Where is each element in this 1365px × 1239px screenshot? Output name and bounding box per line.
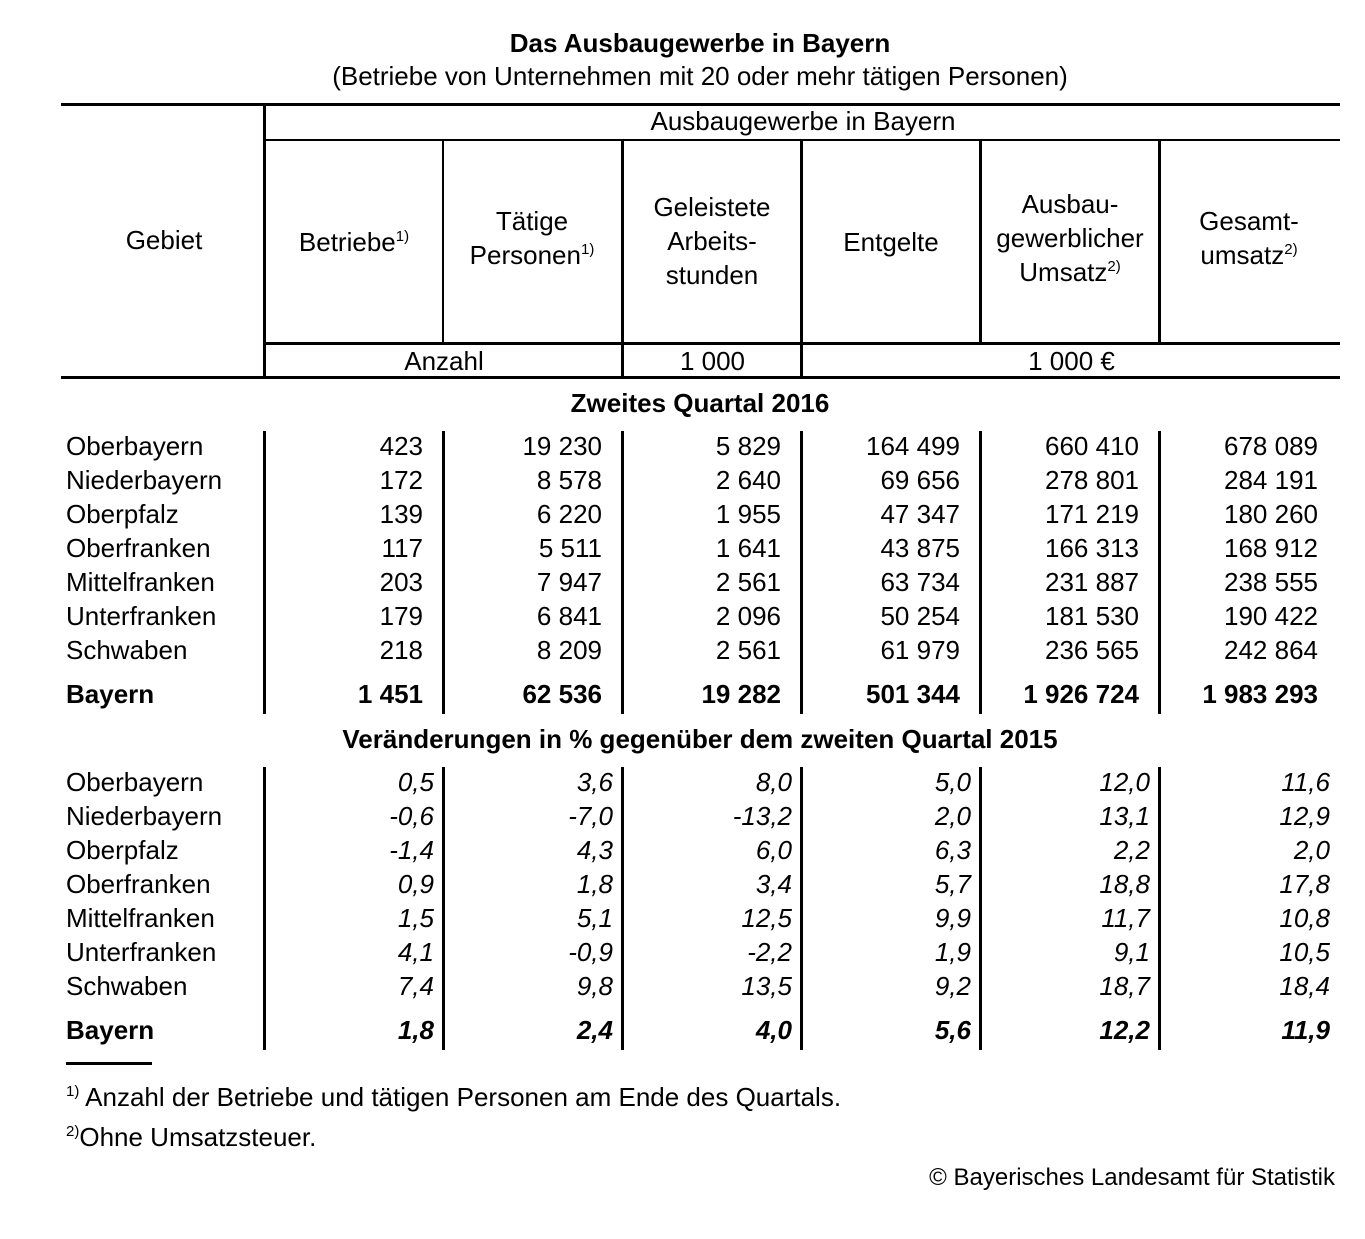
table-row	[0, 833, 1365, 867]
table-cell: 18,4	[1279, 971, 1330, 1001]
total-row	[0, 677, 1365, 711]
footnote-marker: 2)	[1107, 258, 1121, 275]
table-cell: 203	[379, 567, 423, 597]
column-header-line	[982, 221, 1158, 255]
region-name: Mittelfranken	[66, 567, 215, 597]
table-cell: 1 451	[357, 679, 423, 709]
table-cell: 3,4	[755, 869, 792, 899]
region-name: Bayern	[66, 1015, 155, 1045]
table-row	[0, 969, 1365, 1003]
table-cell: 5 511	[538, 533, 602, 563]
table-title: Das Ausbaugewerbe in Bayern	[509, 28, 891, 58]
column-header-line	[266, 225, 442, 259]
footnote-marker: 1)	[395, 228, 410, 245]
section-title: Zweites Quartal 2016	[570, 388, 830, 418]
column-header-5	[982, 187, 1158, 289]
table-cell: 1 926 724	[1023, 679, 1139, 709]
table-cell: 164 499	[866, 431, 960, 461]
table-cell: 1,9	[934, 937, 971, 967]
table-cell: 13,1	[1099, 801, 1150, 831]
column-header-text: gewerblicher	[996, 223, 1144, 253]
footnote-marker: 2)	[1284, 241, 1298, 258]
table-cell: 1 955	[715, 499, 781, 529]
col-divider-3	[800, 140, 803, 378]
table-cell: 8,0	[755, 767, 792, 797]
table-row	[0, 799, 1365, 833]
table-cell: 117	[381, 533, 423, 563]
table-cell: 8 209	[536, 635, 602, 665]
column-header-4	[803, 225, 979, 259]
table-cell: 4,3	[576, 835, 613, 865]
table-row	[0, 531, 1365, 565]
footnote-marker: 1)	[580, 241, 595, 258]
table-cell: 62 536	[522, 679, 602, 709]
table-row	[0, 463, 1365, 497]
table-cell: 2,2	[1113, 835, 1150, 865]
table-cell: 501 344	[866, 679, 960, 709]
table-cell: 179	[379, 601, 423, 631]
table-cell: -7,0	[568, 801, 613, 831]
table-cell: 231 887	[1045, 567, 1139, 597]
table-cell: 180 260	[1224, 499, 1318, 529]
table-cell: 242 864	[1224, 635, 1318, 665]
table-row	[0, 429, 1365, 463]
table-cell: -1,4	[389, 835, 434, 865]
region-name: Oberpfalz	[66, 499, 179, 529]
table-cell: 17,8	[1279, 869, 1330, 899]
region-name: Oberbayern	[66, 767, 204, 797]
table-cell: 2 096	[715, 601, 781, 631]
table-cell: 172	[379, 465, 423, 495]
table-cell: 0,9	[397, 869, 434, 899]
region-name: Oberfranken	[66, 533, 211, 563]
region-name: Schwaben	[66, 635, 188, 665]
table-cell: 50 254	[880, 601, 960, 631]
column-header-text: Ausbau-	[1021, 189, 1119, 219]
table-cell: 8 578	[536, 465, 602, 495]
table-cell: 18,8	[1099, 869, 1150, 899]
table-cell: 11,6	[1281, 767, 1330, 797]
table-cell: 19 230	[522, 431, 602, 461]
footnote-2-text: Ohne Umsatzsteuer.	[79, 1122, 317, 1152]
region-name: Unterfranken	[66, 937, 217, 967]
table-cell: 12,5	[741, 903, 792, 933]
table-cell: 6,3	[934, 835, 971, 865]
table-cell: 43 875	[880, 533, 960, 563]
table-cell: 678 089	[1224, 431, 1318, 461]
footnote-2	[66, 1122, 316, 1153]
table-cell: 6 220	[536, 499, 602, 529]
table-cell: -0,9	[568, 937, 613, 967]
table-cell: 171 219	[1045, 499, 1139, 529]
region-name: Mittelfranken	[66, 903, 215, 933]
table-row	[0, 901, 1365, 935]
column-header-1	[266, 225, 442, 259]
column-header-line	[982, 187, 1158, 221]
table-cell: 238 555	[1224, 567, 1318, 597]
table-row	[0, 765, 1365, 799]
table-cell: 181 530	[1045, 601, 1139, 631]
table-row	[0, 599, 1365, 633]
table-cell: 69 656	[880, 465, 960, 495]
column-header-6	[1161, 204, 1337, 272]
table-cell: 11,7	[1101, 903, 1150, 933]
column-header-line	[1161, 204, 1337, 238]
table-cell: 0,5	[397, 767, 434, 797]
table-cell: 9,8	[576, 971, 613, 1001]
section-title: Veränderungen in % gegenüber dem zweiten Quartal 2015	[342, 724, 1058, 754]
table-cell: 1,5	[397, 903, 434, 933]
region-name: Niederbayern	[66, 801, 223, 831]
table-cell: -13,2	[732, 801, 792, 831]
table-cell: 47 347	[880, 499, 960, 529]
table-cell: 12,0	[1099, 767, 1150, 797]
table-cell: 12,2	[1099, 1015, 1150, 1045]
column-header-text: Personen	[469, 240, 581, 270]
region-name: Niederbayern	[66, 465, 223, 495]
table-cell: 190 422	[1224, 601, 1318, 631]
table-cell: 13,5	[741, 971, 792, 1001]
column-header-text: Gesamt-	[1199, 206, 1299, 236]
footnote-1-mark: 1)	[66, 1083, 80, 1100]
column-header-line	[1161, 238, 1337, 272]
table-cell: 2,0	[1293, 835, 1330, 865]
column-header-line	[982, 255, 1158, 289]
region-name: Schwaben	[66, 971, 188, 1001]
table-cell: 63 734	[880, 567, 960, 597]
table-cell: 5,7	[934, 869, 971, 899]
table-cell: 2 561	[715, 635, 781, 665]
table-row	[0, 935, 1365, 969]
table-cell: 10,8	[1279, 903, 1330, 933]
column-header-line	[624, 224, 800, 258]
footnote-1	[66, 1082, 841, 1113]
table-cell: 1 641	[715, 533, 781, 563]
column-header-line	[624, 190, 800, 224]
column-header-line	[803, 225, 979, 259]
total-row	[0, 1013, 1365, 1047]
table-cell: 61 979	[880, 635, 960, 665]
table-cell: 278 801	[1045, 465, 1139, 495]
column-header-text: Arbeits-	[667, 226, 757, 256]
table-row	[0, 565, 1365, 599]
column-header-line	[444, 204, 620, 238]
table-cell: -2,2	[747, 937, 792, 967]
region-name: Bayern	[66, 679, 155, 709]
table-cell: -0,6	[389, 801, 434, 831]
table-cell: 11,9	[1281, 1015, 1330, 1045]
table-cell: 9,2	[934, 971, 971, 1001]
copyright: © Bayerisches Landesamt für Statistik	[929, 1164, 1335, 1191]
table-cell: 9,1	[1113, 937, 1150, 967]
table-cell: 166 313	[1045, 533, 1139, 563]
column-header-text: umsatz	[1200, 240, 1285, 270]
gebiet-header: Gebiet	[125, 225, 203, 255]
table-cell: 236 565	[1045, 635, 1139, 665]
table-cell: 5,1	[576, 903, 613, 933]
unit-thousand-hours: 1 000	[679, 346, 746, 376]
column-header-3	[624, 190, 800, 292]
column-header-text: Tätige	[495, 206, 569, 236]
table-cell: 7,4	[397, 971, 434, 1001]
table-cell: 2 640	[715, 465, 781, 495]
table-cell: 284 191	[1224, 465, 1318, 495]
column-header-text: Betriebe	[298, 227, 396, 257]
table-cell: 1 983 293	[1202, 679, 1318, 709]
table-cell: 1,8	[397, 1015, 434, 1045]
region-name: Oberpfalz	[66, 835, 179, 865]
table-cell: 7 947	[536, 567, 602, 597]
table-subtitle: (Betriebe von Unternehmen mit 20 oder mehr tätigen Personen)	[332, 61, 1068, 91]
table-cell: 12,9	[1279, 801, 1330, 831]
table-cell: 9,9	[934, 903, 971, 933]
table-cell: 6,0	[755, 835, 792, 865]
table-cell: 139	[379, 499, 423, 529]
table-cell: 3,6	[576, 767, 613, 797]
table-cell: 5 829	[715, 431, 781, 461]
unit-anzahl: Anzahl	[404, 346, 484, 376]
column-header-2	[444, 204, 620, 272]
footnote-2-mark: 2)	[66, 1123, 80, 1140]
table-cell: 2,0	[934, 801, 971, 831]
column-header-text: stunden	[665, 260, 759, 290]
table-cell: 2,4	[576, 1015, 613, 1045]
footnote-rule	[66, 1062, 152, 1065]
table-row	[0, 497, 1365, 531]
unit-thousand-eur: 1 000 €	[1028, 346, 1115, 376]
table-cell: 1,8	[576, 869, 613, 899]
table-row	[0, 633, 1365, 667]
column-header-text: Entgelte	[843, 227, 939, 257]
table-cell: 660 410	[1045, 431, 1139, 461]
column-header-text: Geleistete	[653, 192, 771, 222]
table-cell: 10,5	[1279, 937, 1330, 967]
column-header-line	[444, 238, 620, 272]
column-header-line	[624, 258, 800, 292]
column-header-text: Umsatz	[1019, 257, 1108, 287]
table-cell: 4,1	[397, 937, 434, 967]
table-cell: 19 282	[701, 679, 781, 709]
region-name: Unterfranken	[66, 601, 217, 631]
table-cell: 4,0	[755, 1015, 792, 1045]
table-cell: 18,7	[1099, 971, 1150, 1001]
table-row	[0, 867, 1365, 901]
footnote-1-text: Anzahl der Betriebe und tätigen Personen am Ende des Quartals.	[85, 1082, 842, 1112]
table-cell: 5,6	[934, 1015, 971, 1045]
table-cell: 6 841	[536, 601, 602, 631]
group-header: Ausbaugewerbe in Bayern	[650, 106, 956, 136]
table-cell: 5,0	[934, 767, 971, 797]
table-cell: 2 561	[715, 567, 781, 597]
table-cell: 168 912	[1224, 533, 1318, 563]
table-cell: 423	[379, 431, 423, 461]
region-name: Oberfranken	[66, 869, 211, 899]
region-name: Oberbayern	[66, 431, 204, 461]
table-cell: 218	[379, 635, 423, 665]
